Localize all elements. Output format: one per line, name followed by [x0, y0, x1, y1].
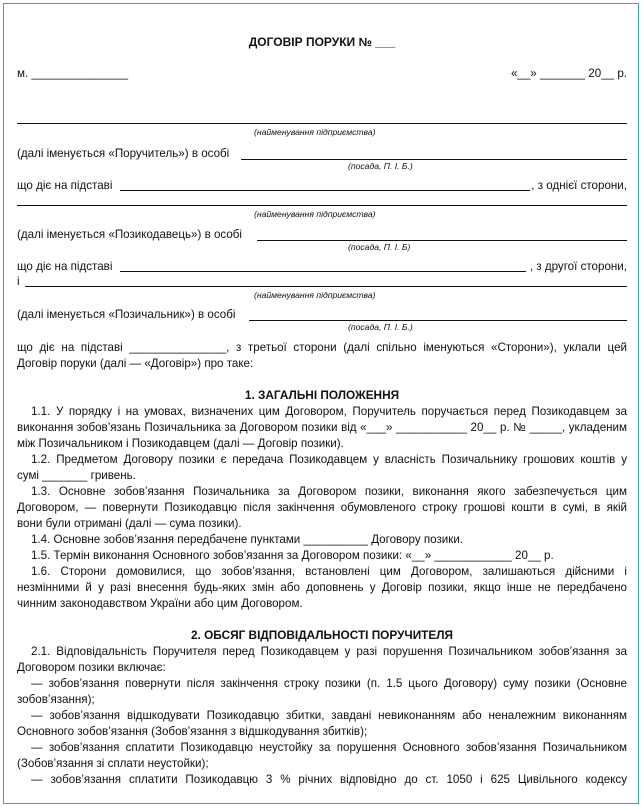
guarantor-person-line: [241, 159, 627, 160]
guarantor-person-caption: (посада, П. І. Б.): [348, 161, 413, 171]
s1-line: чинним законодавством України або цим Договором.: [17, 597, 303, 610]
s1-line: Договором, — повернути Позикодавцю після закінчення обумовленого строку грошові кошти в сумі, в якій: [17, 501, 627, 514]
borrower-name-line: [25, 286, 627, 287]
s1-line: 1.2. Предметом Договору позики є передача Позикодавцем у власність Позичальнику грошових коштів у: [31, 453, 627, 466]
contract-title: ДОГОВІР ПОРУКИ № ___: [248, 35, 396, 49]
guarantor-name-caption: (найменування підприємства): [254, 127, 376, 137]
lender-name-line: [17, 205, 627, 206]
s2-line: (Зобов’язання зі сплати неустойки);: [17, 757, 209, 770]
place-field: м. _______________: [17, 67, 129, 80]
borrower-basis-line2: Договір поруки (далі — «Договір») про таке:: [17, 357, 254, 370]
s1-line: сумі _______ гривень.: [17, 469, 136, 482]
s1-line: 1.6. Сторони домовилися, що зобов’язання, встановлені цим Договором, залишаються дійсними і: [31, 565, 627, 578]
borrower-person-line: [249, 320, 627, 321]
s2-line: Договором позики включає:: [17, 661, 166, 674]
s2-line: — зобов’язання відшкодувати Позикодавцю збитки, завдані невиконанням або неналежним виконанням: [31, 709, 627, 722]
borrower-name-caption: (найменування підприємства): [254, 290, 376, 300]
s2-line: зобов’язання);: [17, 693, 95, 706]
lender-name-caption: (найменування підприємства): [254, 209, 376, 219]
s1-line: 1.4. Основне зобов’язання передбачене пунктами __________ Договору позики.: [31, 533, 464, 546]
lender-person-line: [257, 240, 627, 241]
s1-line: 1.5. Термін виконання Основного зобов’язання за Договором позики: «__» ____________ 20__ р.: [31, 549, 554, 562]
s1-line: 1.1. У порядку і на умовах, визначених цим Договором, Поручитель поручається перед Позикодавцем за: [31, 405, 627, 418]
borrower-basis-line: що діє на підставі _______________, з третьої сторони (далі спільно іменуються «Сторони»), уклали цей: [17, 341, 627, 354]
guarantor-name-line: [17, 123, 627, 124]
s2-line: 2.1. Відповідальність Поручителя перед Позикодавцем у разі порушення Позичальником зобов’язання за: [31, 645, 627, 658]
and-label: і: [17, 275, 20, 288]
borrower-in-person-label: (далі іменується «Позичальник») в особі: [17, 308, 236, 321]
guarantor-in-person-label: (далі іменується «Поручитель») в особі: [17, 147, 230, 160]
lender-basis-label: що діє на підставі: [17, 260, 113, 273]
s2-line: — зобов’язання повернути після закінчення строку позики (п. 1.5 цього Договору) суму позики (Основне: [31, 677, 627, 690]
s1-line: виконання зобов’язань Позичальника за Договором позики від «___» ___________ 20__ р. № _____, укладеним: [17, 421, 627, 434]
s1-line: незмінними й у разі внесення будь-яких змін або доповнень у Договір позики, якщо інше не передбачено: [17, 581, 627, 594]
guarantor-side-label: , з однієї сторони,: [531, 179, 627, 192]
s2-line: Основного зобов’язання (Зобов’язання з відшкодування збитків);: [17, 725, 368, 738]
lender-side-label: , з другої сторони,: [529, 260, 627, 273]
guarantor-basis-line: [120, 190, 530, 191]
borrower-person-caption: (посада, П. І. Б.): [348, 322, 413, 332]
lender-in-person-label: (далі іменується «Позикодавець») в особі: [17, 228, 242, 241]
lender-basis-line: [120, 271, 526, 272]
guarantor-basis-label: що діє на підставі: [17, 179, 113, 192]
date-field: «__» _______ 20__ р.: [510, 67, 627, 80]
s2-line: — зобов’язання сплатити Позикодавцю 3 % річних відповідно до ст. 1050 і 625 Цивільного кодексу: [31, 773, 627, 786]
section1-heading: 1. ЗАГАЛЬНІ ПОЛОЖЕННЯ: [244, 388, 400, 402]
s1-line: вони були отримані (далі — сума позики).: [17, 517, 242, 530]
section2-heading: 2. ОБСЯГ ВІДПОВІДАЛЬНОСТІ ПОРУЧИТЕЛЯ: [190, 628, 454, 642]
s1-line: між Позичальником і Позикодавцем (далі — Договір позики).: [17, 437, 344, 450]
s2-line: — зобов’язання сплатити Позикодавцю неустойку за порушення Основного зобов’язання Позичальником: [31, 741, 627, 754]
lender-person-caption: (посада, П. І. Б): [348, 242, 411, 252]
s1-line: 1.3. Основне зобов’язання Позичальника за Договором позики, виконання якого забезпечується цим: [31, 485, 627, 498]
